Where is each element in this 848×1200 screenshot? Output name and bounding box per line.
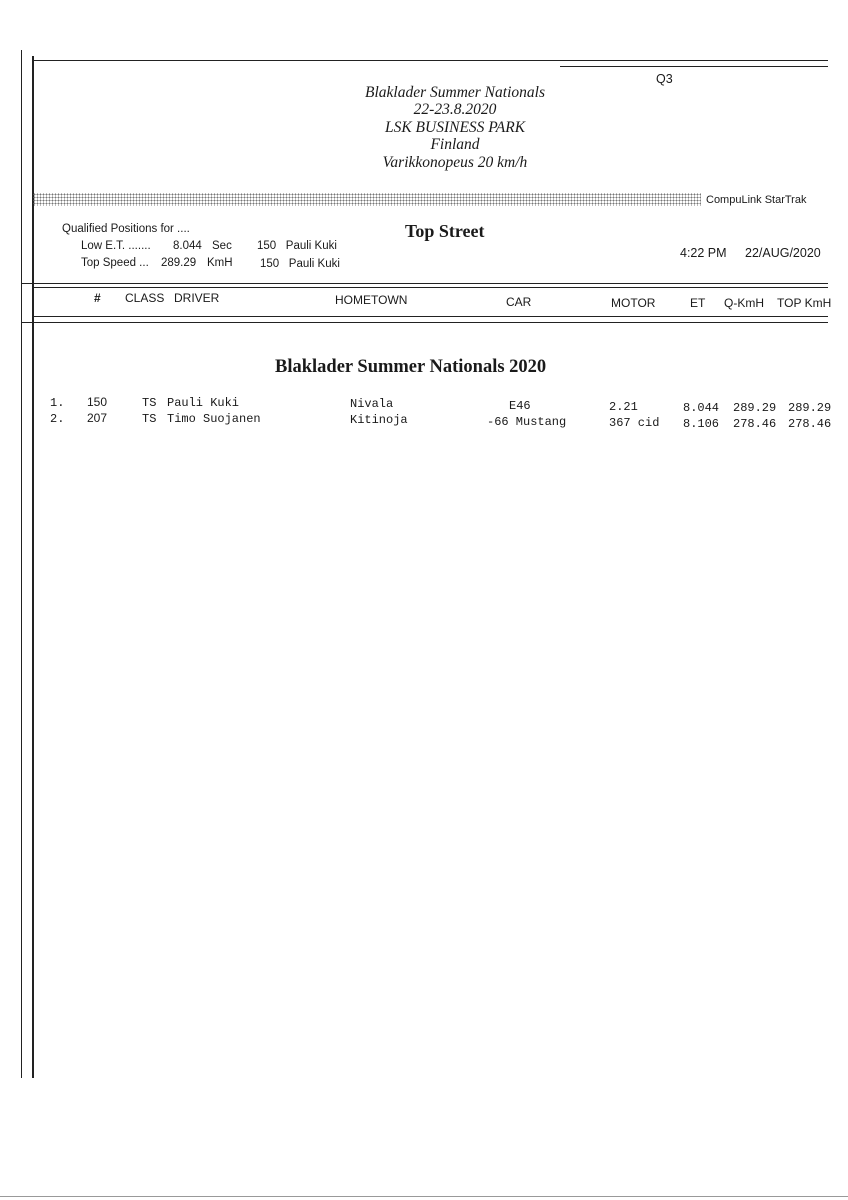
dotted-band	[33, 193, 701, 206]
row-position: 1.	[50, 396, 65, 410]
bottom-line	[0, 1196, 848, 1197]
col-qkmh: Q-KmH	[724, 296, 764, 310]
col-car: CAR	[506, 295, 532, 309]
top-speed-unit: KmH	[207, 257, 233, 269]
row-topkmh: 289.29	[788, 401, 832, 415]
low-et-unit: Sec	[212, 240, 232, 252]
top-speed-value: 289.29	[161, 257, 197, 269]
row-hometown: Nivala	[350, 397, 394, 411]
row-qkmh: 278.46	[733, 417, 777, 431]
columns-divider-2	[22, 322, 828, 323]
section-title: Blaklader Summer Nationals 2020	[275, 357, 547, 377]
row-car: E46	[509, 399, 531, 413]
left-border-inner	[32, 56, 34, 1078]
low-et-value: 8.044	[173, 240, 202, 252]
row-driver: Pauli Kuki	[167, 396, 240, 410]
report-time: 4:22 PM	[680, 246, 727, 260]
event-dates: 22-23.8.2020	[413, 101, 497, 118]
top-border-outer	[560, 66, 828, 67]
qualified-label: Qualified Positions for ....	[62, 223, 190, 235]
top-speed-label: Top Speed ...	[81, 257, 149, 269]
row-qkmh: 289.29	[733, 401, 777, 415]
qualify-divider	[22, 283, 828, 284]
col-num: #	[94, 291, 101, 305]
row-class: TS	[142, 412, 157, 426]
col-hometown: HOMETOWN	[335, 293, 408, 307]
class-title: Top Street	[405, 221, 485, 241]
col-driver: DRIVER	[174, 291, 220, 305]
row-motor: 2.21	[609, 400, 638, 414]
col-motor: MOTOR	[611, 296, 656, 310]
event-title: Blaklader Summer Nationals	[365, 84, 545, 101]
col-class: CLASS	[125, 291, 165, 305]
venue: LSK BUSINESS PARK	[384, 119, 526, 136]
row-class: TS	[142, 396, 157, 410]
row-hometown: Kitinoja	[350, 413, 408, 427]
row-number: 150	[87, 395, 108, 409]
row-et: 8.044	[683, 401, 720, 415]
top-speed-holder: 150 Pauli Kuki	[260, 258, 340, 270]
top-border	[32, 60, 828, 61]
col-topkmh: TOP KmH	[777, 296, 832, 310]
columns-divider	[32, 316, 828, 317]
system-logo: CompuLink StarTrak	[706, 194, 807, 206]
report-code: Q3	[656, 72, 673, 86]
country: Finland	[430, 136, 480, 153]
left-border	[21, 50, 22, 1078]
col-et: ET	[690, 296, 706, 310]
row-topkmh: 278.46	[788, 417, 832, 431]
row-position: 2.	[50, 412, 65, 426]
qualify-divider-2	[32, 287, 828, 288]
report-date: 22/AUG/2020	[745, 246, 821, 260]
pit-speed: Varikkonopeus 20 km/h	[382, 154, 528, 171]
row-number: 207	[87, 411, 108, 425]
low-et-label: Low E.T. .......	[81, 240, 151, 252]
low-et-holder: 150 Pauli Kuki	[257, 240, 337, 252]
row-driver: Timo Suojanen	[167, 412, 261, 426]
row-et: 8.106	[683, 417, 720, 431]
row-motor: 367 cid	[609, 416, 660, 430]
row-car: -66 Mustang	[487, 415, 567, 429]
